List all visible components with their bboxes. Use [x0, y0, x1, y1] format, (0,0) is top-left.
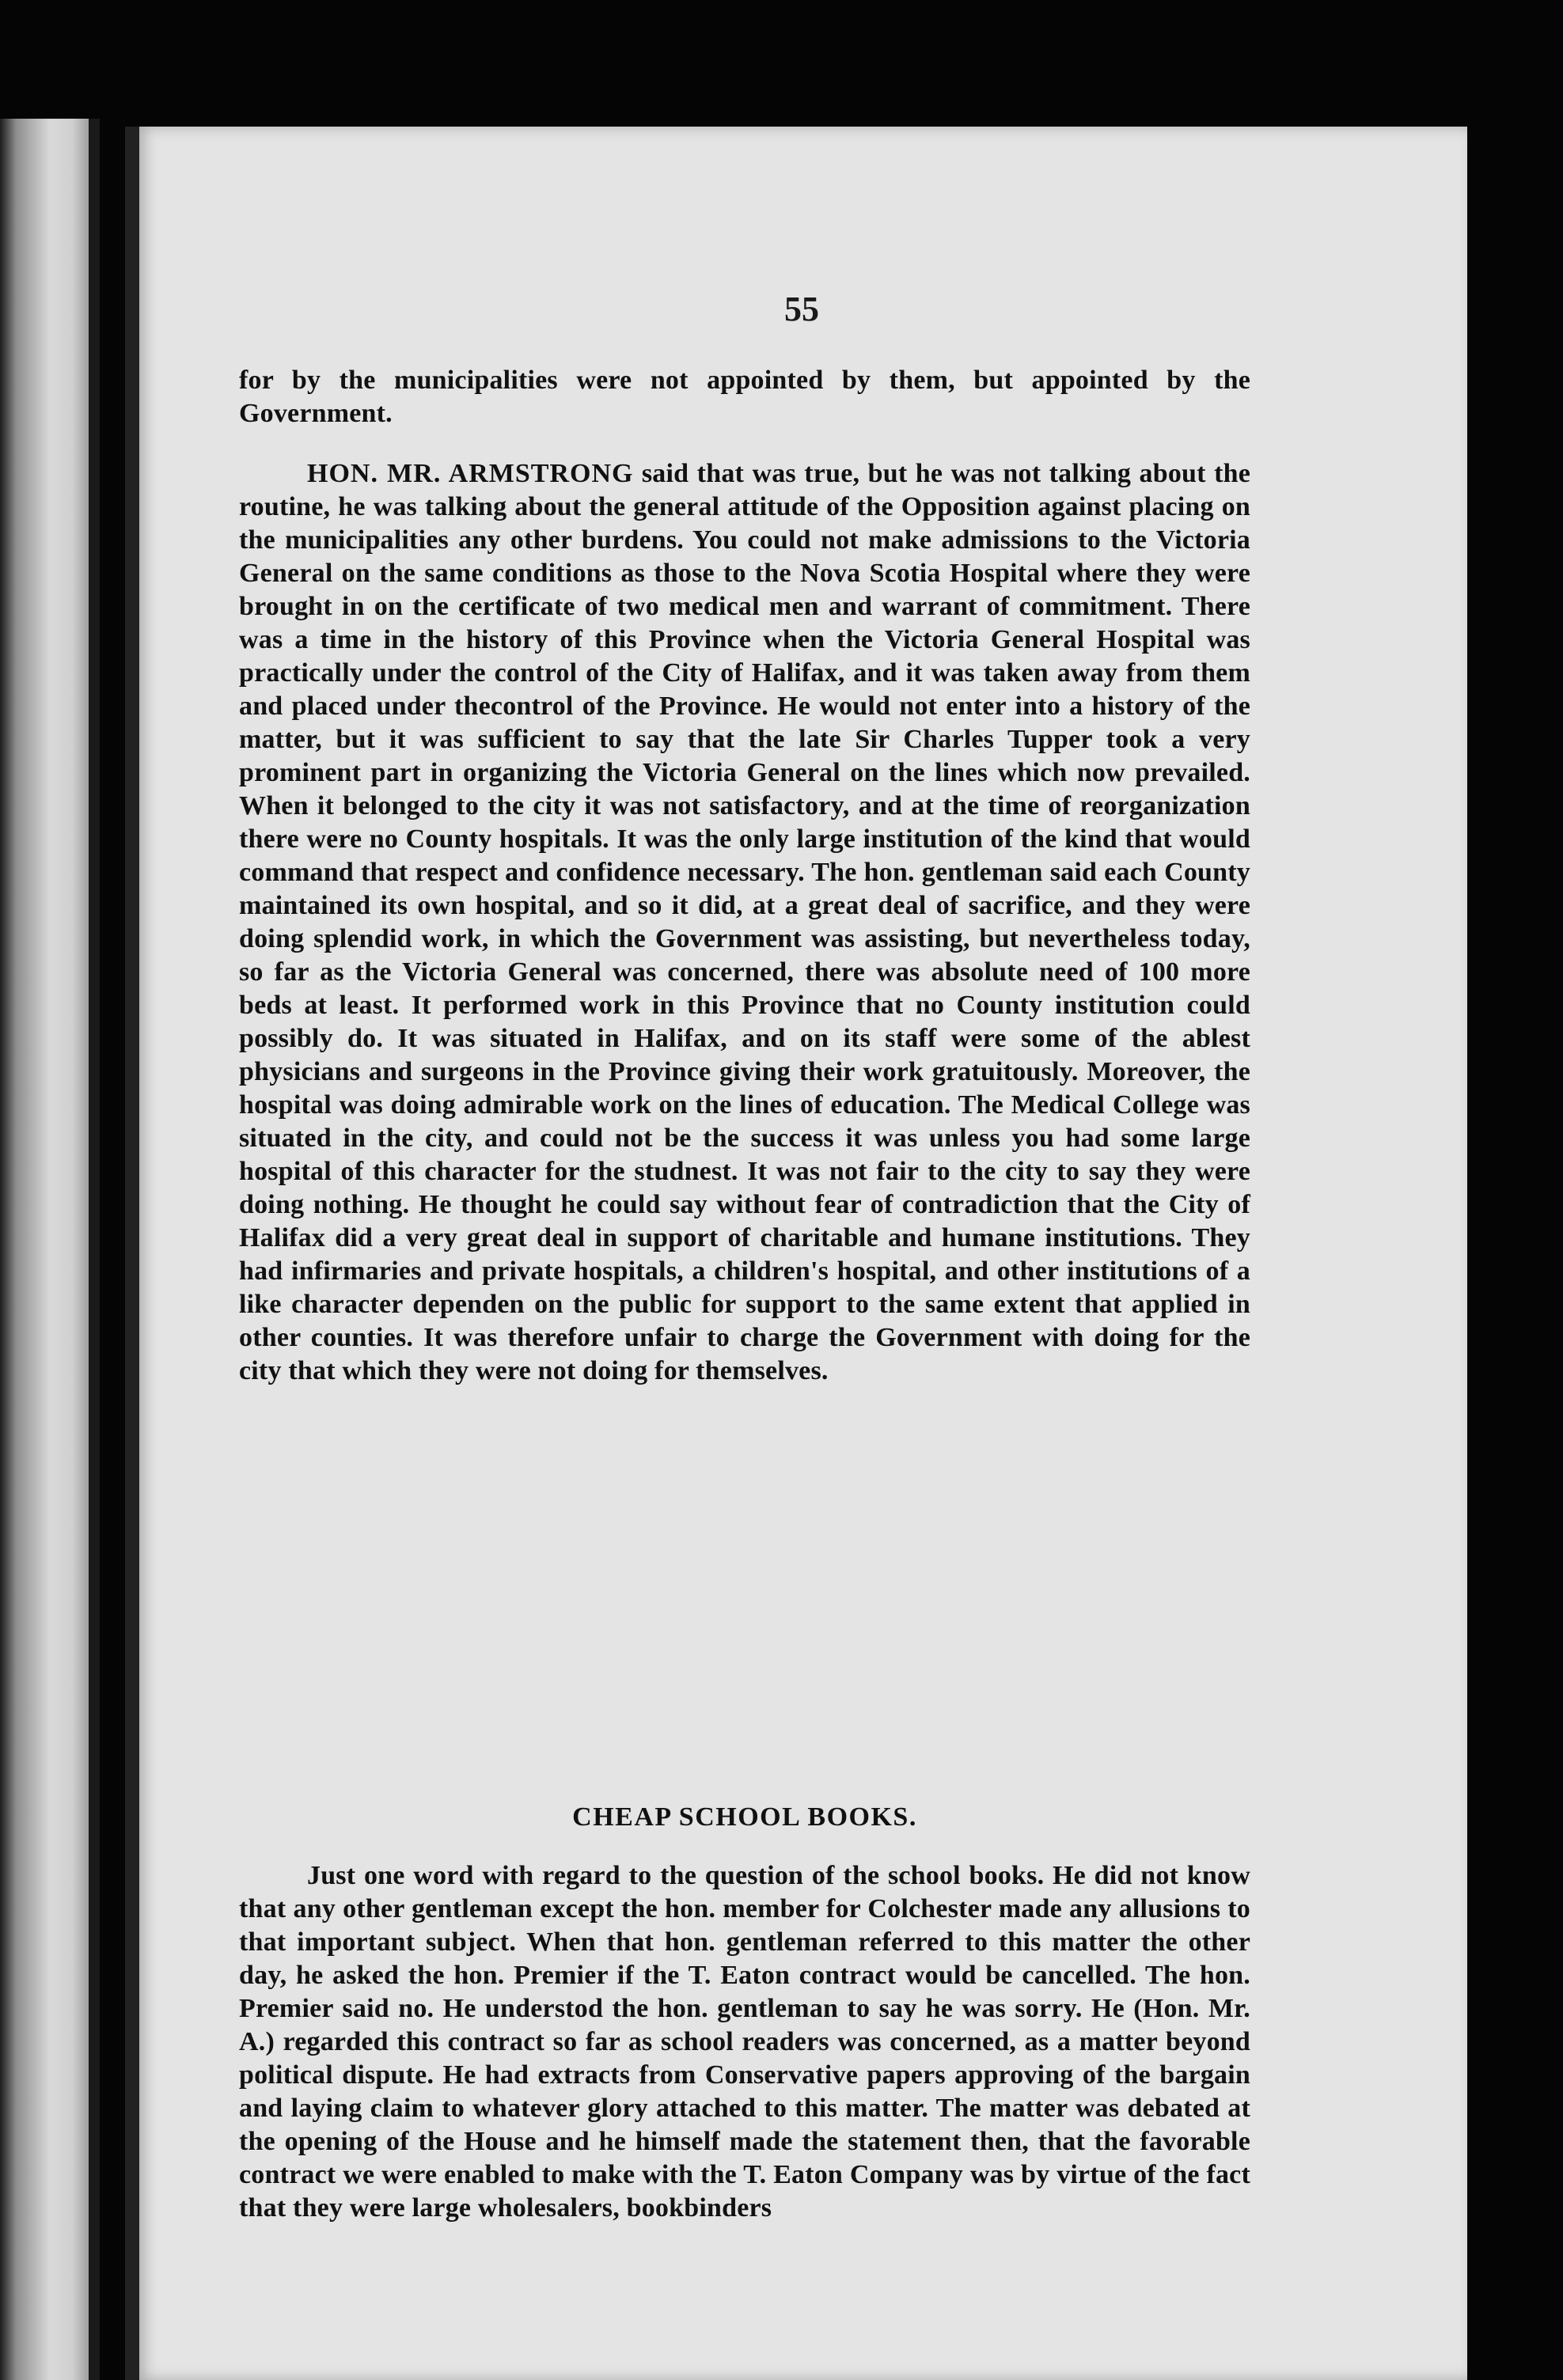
school-books-text: Just one word with regard to the question of the school books. He did not know that any other gentleman except the hon. member for Colchester made any allusions to that important subject. When that hon. gentleman referred to this matter the other day, he asked the hon. Premier if the T. Eaton contract would be cancelled. The hon. Premier said no. He understod the hon. gentleman to say he was sorry. He (Hon. Mr. A.) regarded this contract so far as school readers was concerned, as a matter beyond political dispute. He had extracts from Conservative papers approving of the bargain and laying claim to whatever glory attached to this matter. The matter was debated at the opening of the House and he himself made the statement then, that the favorable contract we were enabled to make with the T. Eaton Company was by virtue of the fact that they were large wholesalers, bookbinders [239, 1861, 1250, 2223]
school-books-paragraph [239, 1859, 1250, 2225]
binding-shadow [89, 119, 100, 2380]
armstrong-text: said that was true, but he was not talking about the routine, he was talking about the general attitude of the Opposition against placing on the municipalities any other burdens. You could not make admissions to the Victoria General on the same conditions as those to the Nova Scotia Hospital where they were brought in on the certificate of two medical men and warrant of commitment. There was a time in the history of this Province when the Victoria General Hospital was practically under the control of the City of Halifax, and it was taken away from them and placed under thecontrol of the Province. He would not enter into a history of the matter, but it was sufficient to say that the late Sir Charles Tupper took a very prominent part in organizing the Victoria General on the lines which now prevailed. When it belonged to the city it was not satisfactory, and at the time of reorganization there were no County hospitals. It was the only large institution of the kind that would command that respect and confidence necessary. The hon. gentleman said each County maintained its own hospital, and so it did, at a great deal of sacrifice, and they were doing splendid work, in which the Government was assisting, but nevertheless today, so far as the Victoria General was concerned, there was absolute need of 100 more beds at least. It performed work in this Province that no County institution could possibly do. It was situated in Halifax, and on its staff were some of the ablest physicians and surgeons in the Province giving their work gratuitously. Moreover, the hospital was doing admirable work on the lines of education. The Medical College was situated in the city, and could not be the success it was unless you had some large hospital of this character for the studnest. It was not fair to the city to say they were doing nothing. He thought he could say without fear of contradiction that the City of Halifax did a very great deal in support of charitable and humane institutions. They had infirmaries and private hospitals, a children's hospital, and other institutions of a like character dependen on the public for support to the same extent that applied in other counties. It was therefore unfair to charge the Government with doing for the city that which they were not doing for themselves. [239, 459, 1251, 1385]
continued-paragraph [239, 364, 1250, 430]
speaker-name: HON. MR. ARMSTRONG [307, 459, 634, 488]
document-page [136, 127, 1467, 2380]
armstrong-paragraph [239, 457, 1250, 1388]
facing-page-edge [0, 119, 91, 2380]
section-heading: CHEAP SCHOOL BOOKS. [572, 1802, 917, 1832]
scan-right-border [1467, 127, 1563, 2380]
continued-text: for by the municipalities were not appointed by them, but appointed by the Government. [239, 366, 1250, 428]
armstrong-text-block [239, 457, 1250, 1388]
page-number: 55 [784, 290, 819, 328]
